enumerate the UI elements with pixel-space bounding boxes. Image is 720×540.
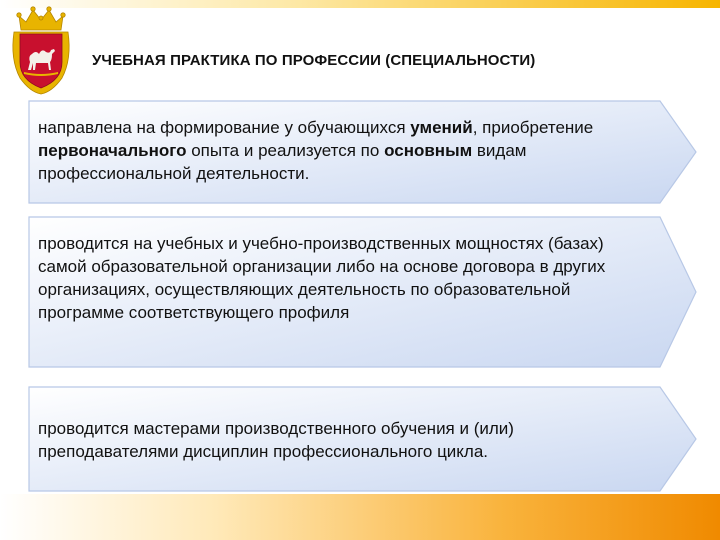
region-emblem-icon [6,4,76,96]
page-title: УЧЕБНАЯ ПРАКТИКА ПО ПРОФЕССИИ (СПЕЦИАЛЬНОСТИ) [92,52,536,69]
card-1-emphasis-initial: первоначального [38,141,187,160]
bottom-decorative-band [0,494,720,540]
card-3-text: проводится мастерами производственного обучения и (или) преподавателями дисциплин профессионального цикла. [38,419,514,461]
info-card-2 [28,216,698,368]
card-1-text-part-4: видам профессиональной деятельности. [38,141,527,183]
card-1-text-part-2: , приобретение [472,118,594,137]
card-1-text-part-3: опыта и реализуется по [186,141,385,160]
info-card-1 [28,100,698,204]
card-1-text [38,116,656,185]
card-1-text-part-1: направлена на формирование у обучающихся [38,118,411,137]
card-1-emphasis-skills: умений [410,118,473,137]
top-decorative-band [0,0,720,8]
card-1-emphasis-main: основным [384,141,473,160]
card-2-text: проводится на учебных и учебно-производственных мощностях (базах) самой образовательной организации либо на основе договора в других организациях, осуществляющих деятельность по образовательной программе соответствующего профиля [38,234,606,322]
info-card-3 [28,386,698,492]
